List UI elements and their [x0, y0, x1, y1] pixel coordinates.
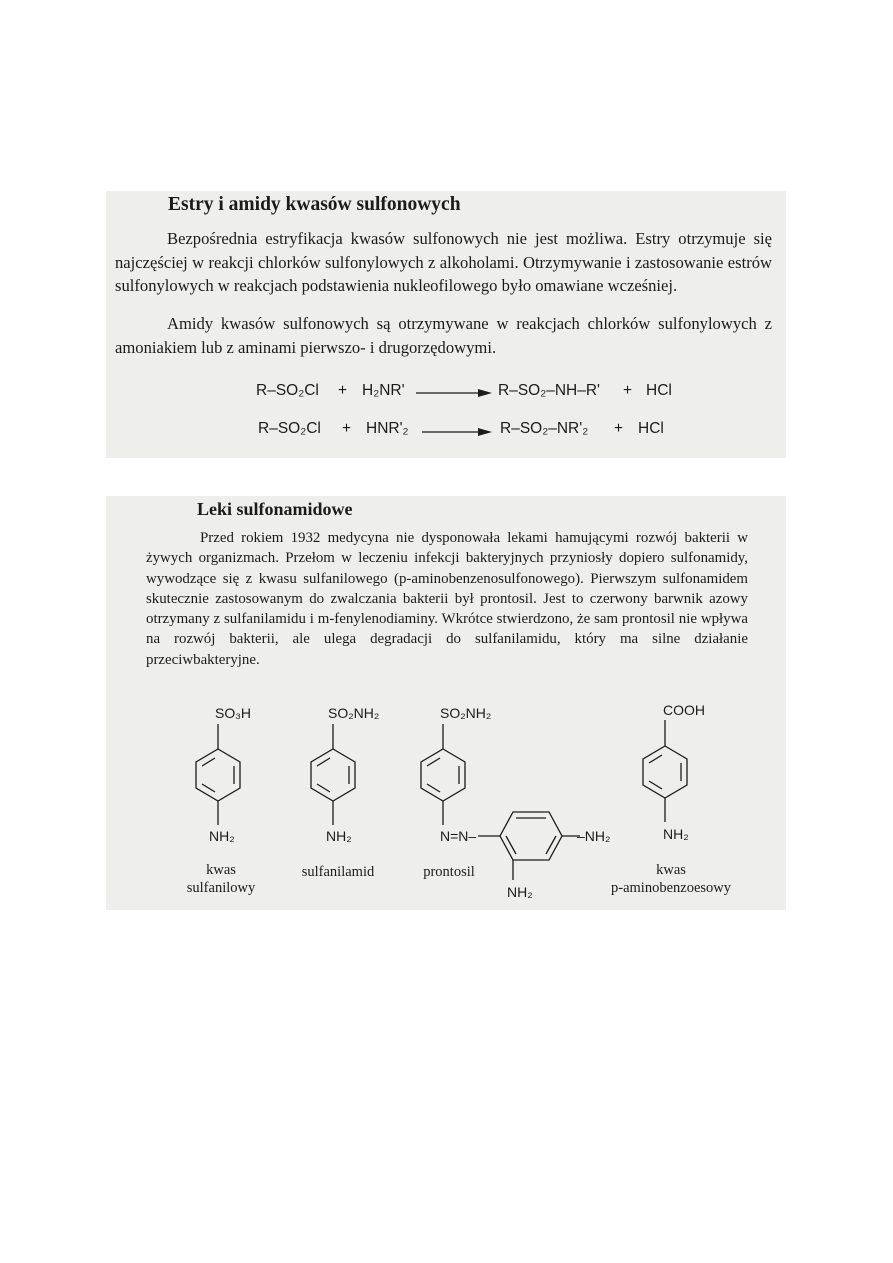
group-label: NH₂ — [507, 884, 533, 900]
section-heading: Leki sulfonamidowe — [197, 499, 353, 519]
paragraph-sulfonamides: Przed rokiem 1932 medycyna nie dysponowała lekami hamującymi rozwój bakterii w żywych organizmach. Przełom w leczeniu infekcji bakteryjnych przyniosły dopiero sulfonamidy, wywodzące się z kwasu sulfanilowego (p-aminobenzenosulfonowego). Pierwszym sulfonamidem skutecznie zastosowanym do zwalczania bakterii był prontosil. Jest to czerwony barwnik azowy otrzymany z sulfanilamidu i m-fenylenodiaminy. Wkrótce stwierdzono, że sam prontosil nie wpływa na rozwój bakterii, ale ulega degradacji do sulfanilamidu, który ma silne działanie przeciwbakteryjne. — [146, 530, 748, 668]
group-label: SO₃H — [215, 705, 252, 721]
paragraph-amides: Amidy kwasów sulfonowych są otrzymywane w reakcjach chlorków sulfonylowych z amoniakiem lub z aminami pierwszo- i drugorzędowymi. — [115, 314, 772, 357]
reactant-amine: H₂NR' — [362, 382, 405, 399]
benzene-ring-icon — [311, 749, 355, 801]
group-label: NH₂ — [209, 828, 235, 844]
reaction-arrow-icon — [422, 426, 492, 438]
plus-sign: + — [614, 420, 624, 437]
reaction-arrow-icon — [416, 387, 492, 399]
reactant-sulfonyl-chloride: R–SO₂Cl — [258, 420, 321, 437]
section-esters-amides — [106, 191, 786, 458]
product-sulfonamide: R–SO₂–NR'₂ — [500, 420, 589, 437]
group-label: NH₂ — [663, 826, 689, 842]
benzene-ring-icon — [643, 746, 687, 798]
benzene-ring-icon — [196, 749, 240, 801]
molecule-caption: kwas sulfanilowy — [186, 862, 256, 896]
group-label: –NH₂ — [577, 828, 611, 844]
product-hcl: HCl — [638, 420, 664, 437]
paragraph-esters: Bezpośrednia estryfikacja kwasów sulfonowych nie jest możliwa. Estry otrzymuje się najczęściej w reakcji chlorków sulfonylowych z alkoholami. Otrzymywanie i zastosowanie estrów sulfonylowych w reakcjach podstawienia nukleofilowego było omawiane wcześniej. — [115, 229, 772, 295]
section-heading: Estry i amidy kwasów sulfonowych — [168, 194, 461, 215]
group-label: SO₂NH₂ — [328, 705, 380, 721]
plus-sign: + — [623, 382, 633, 399]
plus-sign: + — [338, 382, 348, 399]
molecule-caption: kwas p-aminobenzoesowy — [611, 862, 731, 896]
group-label: COOH — [663, 702, 705, 718]
group-label: NH₂ — [326, 828, 352, 844]
product-sulfonamide: R–SO₂–NH–R' — [498, 382, 601, 399]
benzene-ring-icon — [421, 749, 465, 801]
molecule-caption: sulfanilamid — [301, 864, 375, 880]
molecule-caption: prontosil — [423, 864, 475, 880]
reactant-sulfonyl-chloride: R–SO₂Cl — [256, 382, 319, 399]
reactant-amine: HNR'₂ — [366, 420, 409, 437]
product-hcl: HCl — [646, 382, 672, 399]
azo-group-label: N=N– — [440, 828, 477, 844]
benzene-ring-icon — [500, 812, 562, 860]
section-sulfonamide-drugs — [106, 496, 786, 910]
plus-sign: + — [342, 420, 352, 437]
group-label: SO₂NH₂ — [440, 705, 492, 721]
